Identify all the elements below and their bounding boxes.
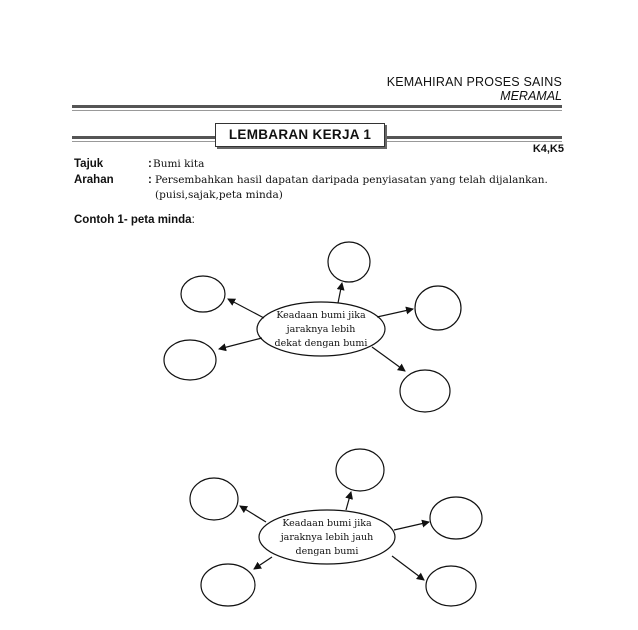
map1-node-top bbox=[328, 242, 370, 282]
map1-arrow-left-lower bbox=[219, 338, 262, 349]
map2-node-right-upper bbox=[430, 497, 482, 539]
map1-center-line: jaraknya lebih bbox=[286, 324, 356, 335]
map2-node-left-upper bbox=[190, 478, 238, 520]
map2-node-top bbox=[336, 449, 384, 491]
subject-heading: KEMAHIRAN PROSES SAINS bbox=[386, 75, 562, 89]
tajuk-label: Tajuk bbox=[74, 158, 104, 170]
map2-center-line: Keadaan bumi jika bbox=[282, 518, 372, 529]
worksheet-title: LEMBARAN KERJA 1 bbox=[215, 123, 385, 147]
map1-center-line: dekat dengan bumi bbox=[274, 338, 368, 349]
worksheet-code: K4,K5 bbox=[532, 143, 564, 155]
map1-node-left-lower bbox=[164, 340, 216, 380]
map2-arrow-right-lower bbox=[392, 556, 424, 580]
skill-heading: MERAMAL bbox=[500, 89, 562, 103]
map1-node-left-upper bbox=[181, 276, 225, 312]
arahan-label: Arahan bbox=[74, 174, 114, 186]
map1-center-text bbox=[257, 309, 385, 351]
map2-node-left-lower bbox=[201, 564, 255, 606]
map2-arrow-top bbox=[346, 492, 351, 510]
arahan-line2: (puisi,sajak,peta minda) bbox=[155, 189, 283, 201]
contoh-label: Contoh 1- peta minda bbox=[74, 214, 192, 226]
map2-arrow-right-upper bbox=[394, 522, 429, 530]
map1-center-line: Keadaan bumi jika bbox=[276, 310, 366, 321]
tajuk-value: Bumi kita bbox=[153, 158, 205, 170]
contoh-suffix: : bbox=[191, 214, 195, 226]
arahan-line1: Persembahkan hasil dapatan daripada penyiasatan yang telah dijalankan. bbox=[155, 174, 548, 186]
tajuk-colon: : bbox=[148, 158, 152, 170]
map2-center-line: jaraknya lebih jauh bbox=[280, 532, 374, 543]
map2-center-text bbox=[259, 517, 395, 559]
map1-node-right-lower bbox=[400, 370, 450, 412]
map1-node-right-upper bbox=[415, 286, 461, 330]
arahan-colon: : bbox=[148, 174, 152, 186]
map1-arrow-top bbox=[338, 283, 342, 303]
map2-center-line: dengan bumi bbox=[295, 546, 359, 557]
map2-node-right-lower bbox=[426, 566, 476, 606]
